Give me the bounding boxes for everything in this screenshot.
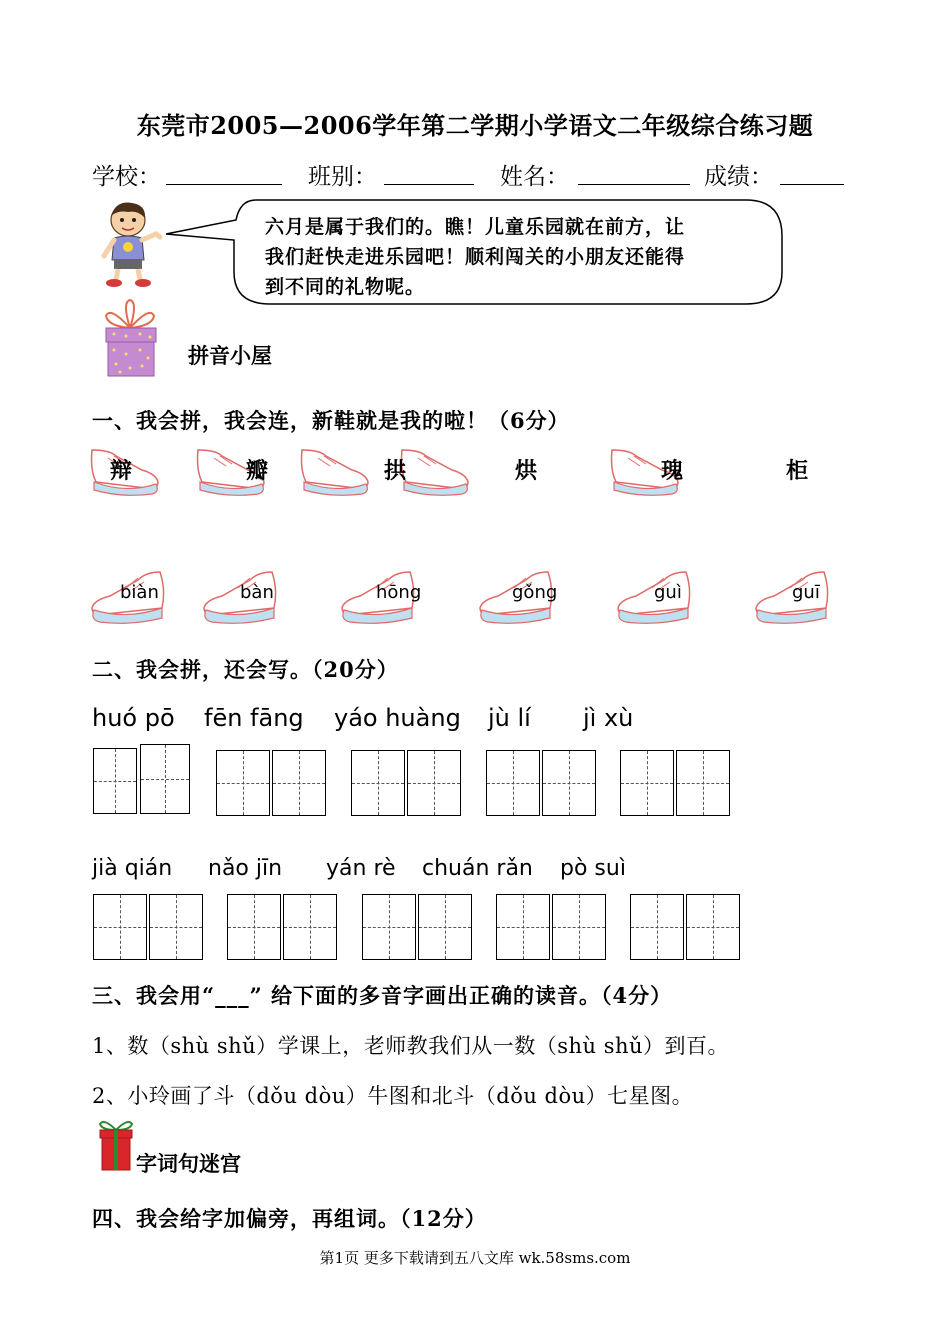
pinyin-3[interactable]: hōng bbox=[376, 582, 422, 603]
writing-grid[interactable] bbox=[362, 894, 416, 960]
question-3-heading: 三、我会用“___” 给下面的多音字画出正确的读音。（4分） bbox=[92, 983, 673, 1008]
char-3[interactable]: 拱 bbox=[384, 458, 407, 484]
pinyin-word: jià qián bbox=[92, 856, 173, 881]
intro-line: 我们赶快走进乐园吧！顺利闯关的小朋友还能得 bbox=[265, 246, 686, 268]
char-1[interactable]: 辩 bbox=[110, 458, 133, 484]
pinyin-word: fēn fāng bbox=[204, 704, 304, 732]
pinyin-4[interactable]: gǒng bbox=[512, 582, 558, 603]
writing-grid[interactable] bbox=[552, 894, 606, 960]
gift-box-purple-icon bbox=[100, 298, 160, 380]
section-title-pinyin: 拼音小屋 bbox=[188, 344, 272, 368]
writing-grid[interactable] bbox=[620, 750, 674, 816]
writing-grid[interactable] bbox=[486, 750, 540, 816]
question-1-heading: 一、我会拼，我会连，新鞋就是我的啦！（6分） bbox=[92, 408, 570, 433]
writing-grid[interactable] bbox=[630, 894, 684, 960]
pinyin-word: nǎo jīn bbox=[208, 856, 283, 881]
writing-grid[interactable] bbox=[418, 894, 472, 960]
writing-grid[interactable] bbox=[93, 894, 147, 960]
writing-grid[interactable] bbox=[676, 750, 730, 816]
gift-box-red-icon bbox=[96, 1116, 136, 1172]
score-blank[interactable] bbox=[780, 184, 844, 185]
class-label: 班别： bbox=[308, 164, 377, 190]
intro-line: 到不同的礼物呢。 bbox=[265, 276, 426, 298]
char-6[interactable]: 柜 bbox=[786, 458, 809, 484]
pinyin-word: jù lí bbox=[488, 704, 531, 732]
class-blank[interactable] bbox=[384, 184, 474, 185]
score-label: 成绩： bbox=[704, 164, 773, 190]
writing-grid[interactable] bbox=[283, 894, 337, 960]
writing-grid[interactable] bbox=[407, 750, 461, 816]
writing-grid[interactable] bbox=[272, 750, 326, 816]
school-blank[interactable] bbox=[166, 184, 282, 185]
pinyin-word: huó pō bbox=[92, 704, 175, 732]
writing-grid[interactable] bbox=[351, 750, 405, 816]
pinyin-word: yán rè bbox=[326, 856, 396, 881]
writing-grid[interactable] bbox=[93, 748, 137, 814]
school-label: 学校： bbox=[92, 164, 161, 190]
name-label: 姓名： bbox=[500, 164, 569, 190]
section-title-words: 字词句迷宫 bbox=[136, 1152, 241, 1176]
pinyin-6[interactable]: guī bbox=[792, 582, 820, 603]
boy-icon bbox=[98, 200, 168, 288]
char-4[interactable]: 烘 bbox=[515, 458, 538, 484]
pinyin-word: chuán rǎn bbox=[422, 856, 533, 881]
writing-grid[interactable] bbox=[542, 750, 596, 816]
writing-grid[interactable] bbox=[216, 750, 270, 816]
shoe-icon bbox=[402, 450, 469, 495]
question-3-line-1[interactable]: 1、数（shù shǔ）学课上，老师教我们从一数（shù shǔ）到百。 bbox=[92, 1034, 730, 1058]
pinyin-word: jì xù bbox=[583, 704, 634, 732]
page-title: 东莞市2005—2006学年第二学期小学语文二年级综合练习题 bbox=[136, 111, 814, 140]
question-2-heading: 二、我会拼，还会写。（20分） bbox=[92, 657, 399, 682]
writing-grid[interactable] bbox=[227, 894, 281, 960]
intro-text bbox=[265, 212, 765, 302]
pinyin-5[interactable]: guì bbox=[654, 582, 682, 603]
name-blank[interactable] bbox=[578, 184, 690, 185]
char-2[interactable]: 瓣 bbox=[246, 458, 269, 484]
writing-grid[interactable] bbox=[149, 894, 203, 960]
pinyin-2[interactable]: bàn bbox=[240, 582, 274, 603]
writing-grid[interactable] bbox=[140, 744, 190, 814]
pinyin-word: pò suì bbox=[560, 856, 626, 881]
question-4-heading: 四、我会给字加偏旁，再组词。（12分） bbox=[92, 1206, 487, 1231]
pinyin-word: yáo huàng bbox=[334, 704, 461, 732]
question-3-line-2[interactable]: 2、小玲画了斗（dǒu dòu）牛图和北斗（dǒu dòu）七星图。 bbox=[92, 1084, 694, 1108]
shoe-icon bbox=[302, 450, 369, 495]
writing-grid[interactable] bbox=[686, 894, 740, 960]
writing-grid[interactable] bbox=[496, 894, 550, 960]
student-info-row bbox=[92, 158, 852, 192]
char-5[interactable]: 瑰 bbox=[661, 458, 684, 484]
pinyin-1[interactable]: biàn bbox=[120, 582, 159, 603]
intro-line: 六月是属于我们的。瞧！儿童乐园就在前方，让 bbox=[265, 216, 686, 238]
shoe-row-bottom bbox=[86, 570, 846, 632]
page-footer: 第1页 更多下载请到五八文库 wk.58sms.com bbox=[319, 1249, 631, 1267]
